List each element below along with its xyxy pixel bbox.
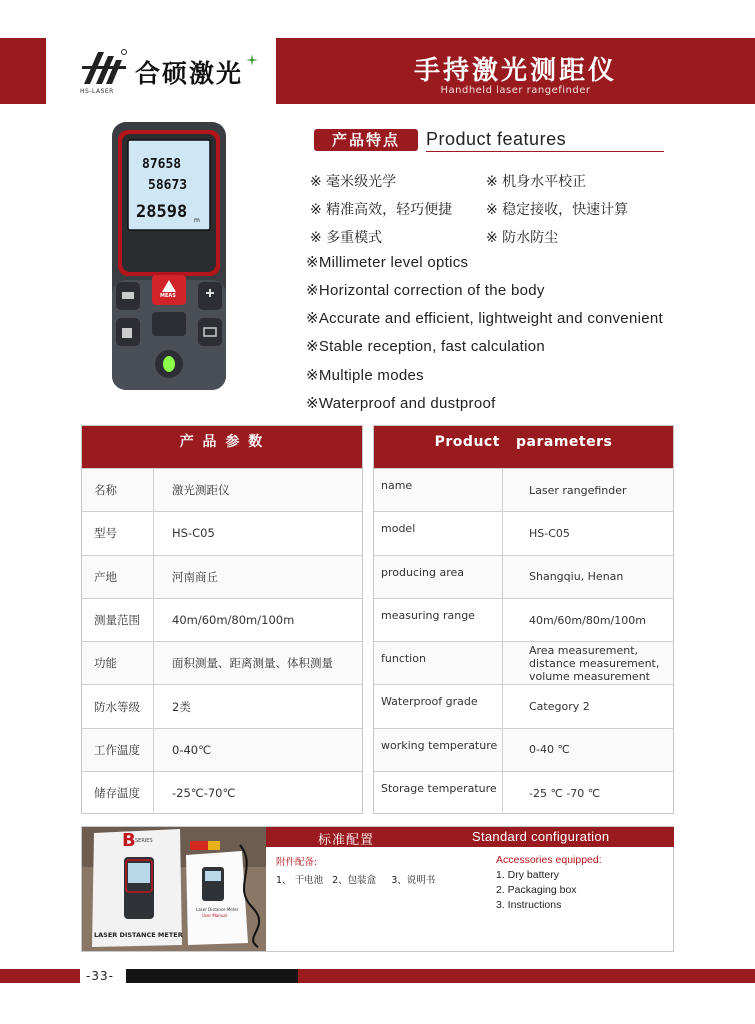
param-value: HS-C05 <box>529 526 570 540</box>
param-value: 0-40 ℃ <box>503 729 673 771</box>
manual-subtitle: User Manual <box>202 913 227 918</box>
param-value: Shangqiu, Henan <box>503 556 673 598</box>
param-value: Category 2 <box>529 700 590 714</box>
package-photo <box>82 827 266 951</box>
sparkle-icon <box>246 54 258 66</box>
features-title: Product features <box>426 129 567 149</box>
table-row <box>374 771 673 814</box>
table-row <box>374 641 673 684</box>
box-label: LASER DISTANCE METER <box>94 931 183 939</box>
accessory-item: 3. Instructions <box>496 899 562 911</box>
feature-en: ※Accurate and efficient, lightweight and convenient <box>306 310 663 327</box>
footer-accent-dark <box>126 969 298 983</box>
param-key: 防水等级 <box>82 685 154 727</box>
display-reading-1: 87658 <box>142 157 182 172</box>
param-value: Area measurement, distance measurement, volume measurement <box>503 642 673 684</box>
param-value: 0-40℃ <box>154 729 362 771</box>
feature-cn: ※ 稳定接收，快速计算 <box>486 202 629 218</box>
params-table-cn-title: 产 品 参 数 <box>82 426 362 468</box>
table-row <box>82 511 362 554</box>
feature-en: ※Multiple modes <box>306 367 424 384</box>
table-row <box>82 641 362 684</box>
brand-logo <box>80 44 265 100</box>
param-value: 2类 <box>172 699 191 714</box>
params-table-en <box>373 425 674 814</box>
accessory-item: 1. Dry battery <box>496 869 560 881</box>
footer-accent-left <box>0 969 80 983</box>
param-key: 功能 <box>82 642 154 684</box>
accessory-item: 2. Packaging box <box>496 884 577 896</box>
product-image <box>110 120 228 392</box>
feature-en: ※Waterproof and dustproof <box>306 395 496 412</box>
param-key: 工作温度 <box>82 729 154 771</box>
table-row <box>82 728 362 771</box>
feature-cn: ※ 毫米级光学 <box>310 174 397 190</box>
page-subtitle: Handheld laser rangefinder <box>440 85 591 96</box>
accessories-label-cn: 附件配备: <box>276 857 318 868</box>
param-key: 产地 <box>82 556 154 598</box>
table-row <box>374 684 673 727</box>
display-unit: m <box>194 217 200 224</box>
header-accent-bar <box>0 38 46 104</box>
param-key: 型号 <box>82 512 154 554</box>
standard-configuration <box>81 826 674 952</box>
brand-name-en: HS-LASER <box>80 88 114 95</box>
header-title-banner <box>276 38 755 104</box>
display-reading-3: 28598 <box>136 202 188 222</box>
param-key: measuring range <box>374 599 503 641</box>
table-row <box>374 511 673 554</box>
params-table-en-body <box>374 468 673 814</box>
features-badge: 产品特点 <box>314 129 418 151</box>
feature-cn: ※ 防水防尘 <box>486 230 559 246</box>
param-value: 面积测量、距离测量、体积测量 <box>154 642 362 684</box>
features-header <box>314 129 664 153</box>
table-row <box>374 598 673 641</box>
params-table-cn <box>81 425 363 814</box>
table-row <box>82 598 362 641</box>
config-title-en: Standard configuration <box>472 829 610 844</box>
param-value: HS-C05 <box>172 526 215 541</box>
table-row <box>82 468 362 511</box>
page-title: 手持激光测距仪 <box>413 56 617 86</box>
param-key: function <box>374 642 503 684</box>
box-series: SERIES <box>135 838 153 844</box>
param-key: producing area <box>374 556 503 598</box>
footer-accent-right <box>298 969 755 983</box>
accessories-items-cn: 1、 干电池 2、包装盒 3、说明书 <box>276 875 436 886</box>
box-brand: B <box>122 830 136 851</box>
brand-name-cn: 合硕激光 <box>135 59 244 88</box>
param-key: model <box>374 512 503 554</box>
accessories-label-en: Accessories equipped: <box>496 854 602 866</box>
config-title-cn: 标准配置 <box>318 833 375 848</box>
feature-cn: ※ 多重模式 <box>310 230 383 246</box>
display-reading-2: 58673 <box>148 178 188 193</box>
param-key: 储存温度 <box>82 772 154 814</box>
configuration-title-bar <box>266 827 674 847</box>
param-value: 河南商丘 <box>154 556 362 598</box>
param-value: -25 ℃ -70 ℃ <box>529 786 601 800</box>
param-key: Storage temperature <box>374 772 503 814</box>
param-key: Waterproof grade <box>374 685 503 727</box>
table-row <box>82 684 362 727</box>
table-row <box>82 555 362 598</box>
feature-cn: ※ 机身水平校正 <box>486 174 587 190</box>
param-value: 40m/60m/80m/100m <box>529 613 646 627</box>
param-value: 40m/60m/80m/100m <box>172 613 295 628</box>
features-underline <box>426 151 664 152</box>
params-table-cn-body <box>82 468 362 814</box>
param-key: name <box>374 469 503 511</box>
page-number: -33- <box>86 969 114 983</box>
table-row <box>374 555 673 598</box>
param-key: 名称 <box>82 469 154 511</box>
feature-en: ※Horizontal correction of the body <box>306 282 545 299</box>
param-value: Laser rangefinder <box>503 469 673 511</box>
table-row <box>374 468 673 511</box>
logo-mark-icon <box>80 48 128 88</box>
param-key: working temperature <box>374 729 503 771</box>
feature-cn: ※ 精准高效，轻巧便捷 <box>310 202 453 218</box>
manual-title: Laser Distance Meter <box>196 907 239 912</box>
param-value: 激光测距仪 <box>154 469 362 511</box>
feature-en: ※Millimeter level optics <box>306 254 469 271</box>
param-key: 测量范围 <box>82 599 154 641</box>
table-row <box>374 728 673 771</box>
param-value: -25℃-70℃ <box>172 786 236 801</box>
params-table-en-title: Product parameters <box>374 426 673 468</box>
table-row <box>82 771 362 814</box>
feature-en: ※Stable reception, fast calculation <box>306 338 546 355</box>
measure-button-label: MEAS <box>160 293 176 299</box>
